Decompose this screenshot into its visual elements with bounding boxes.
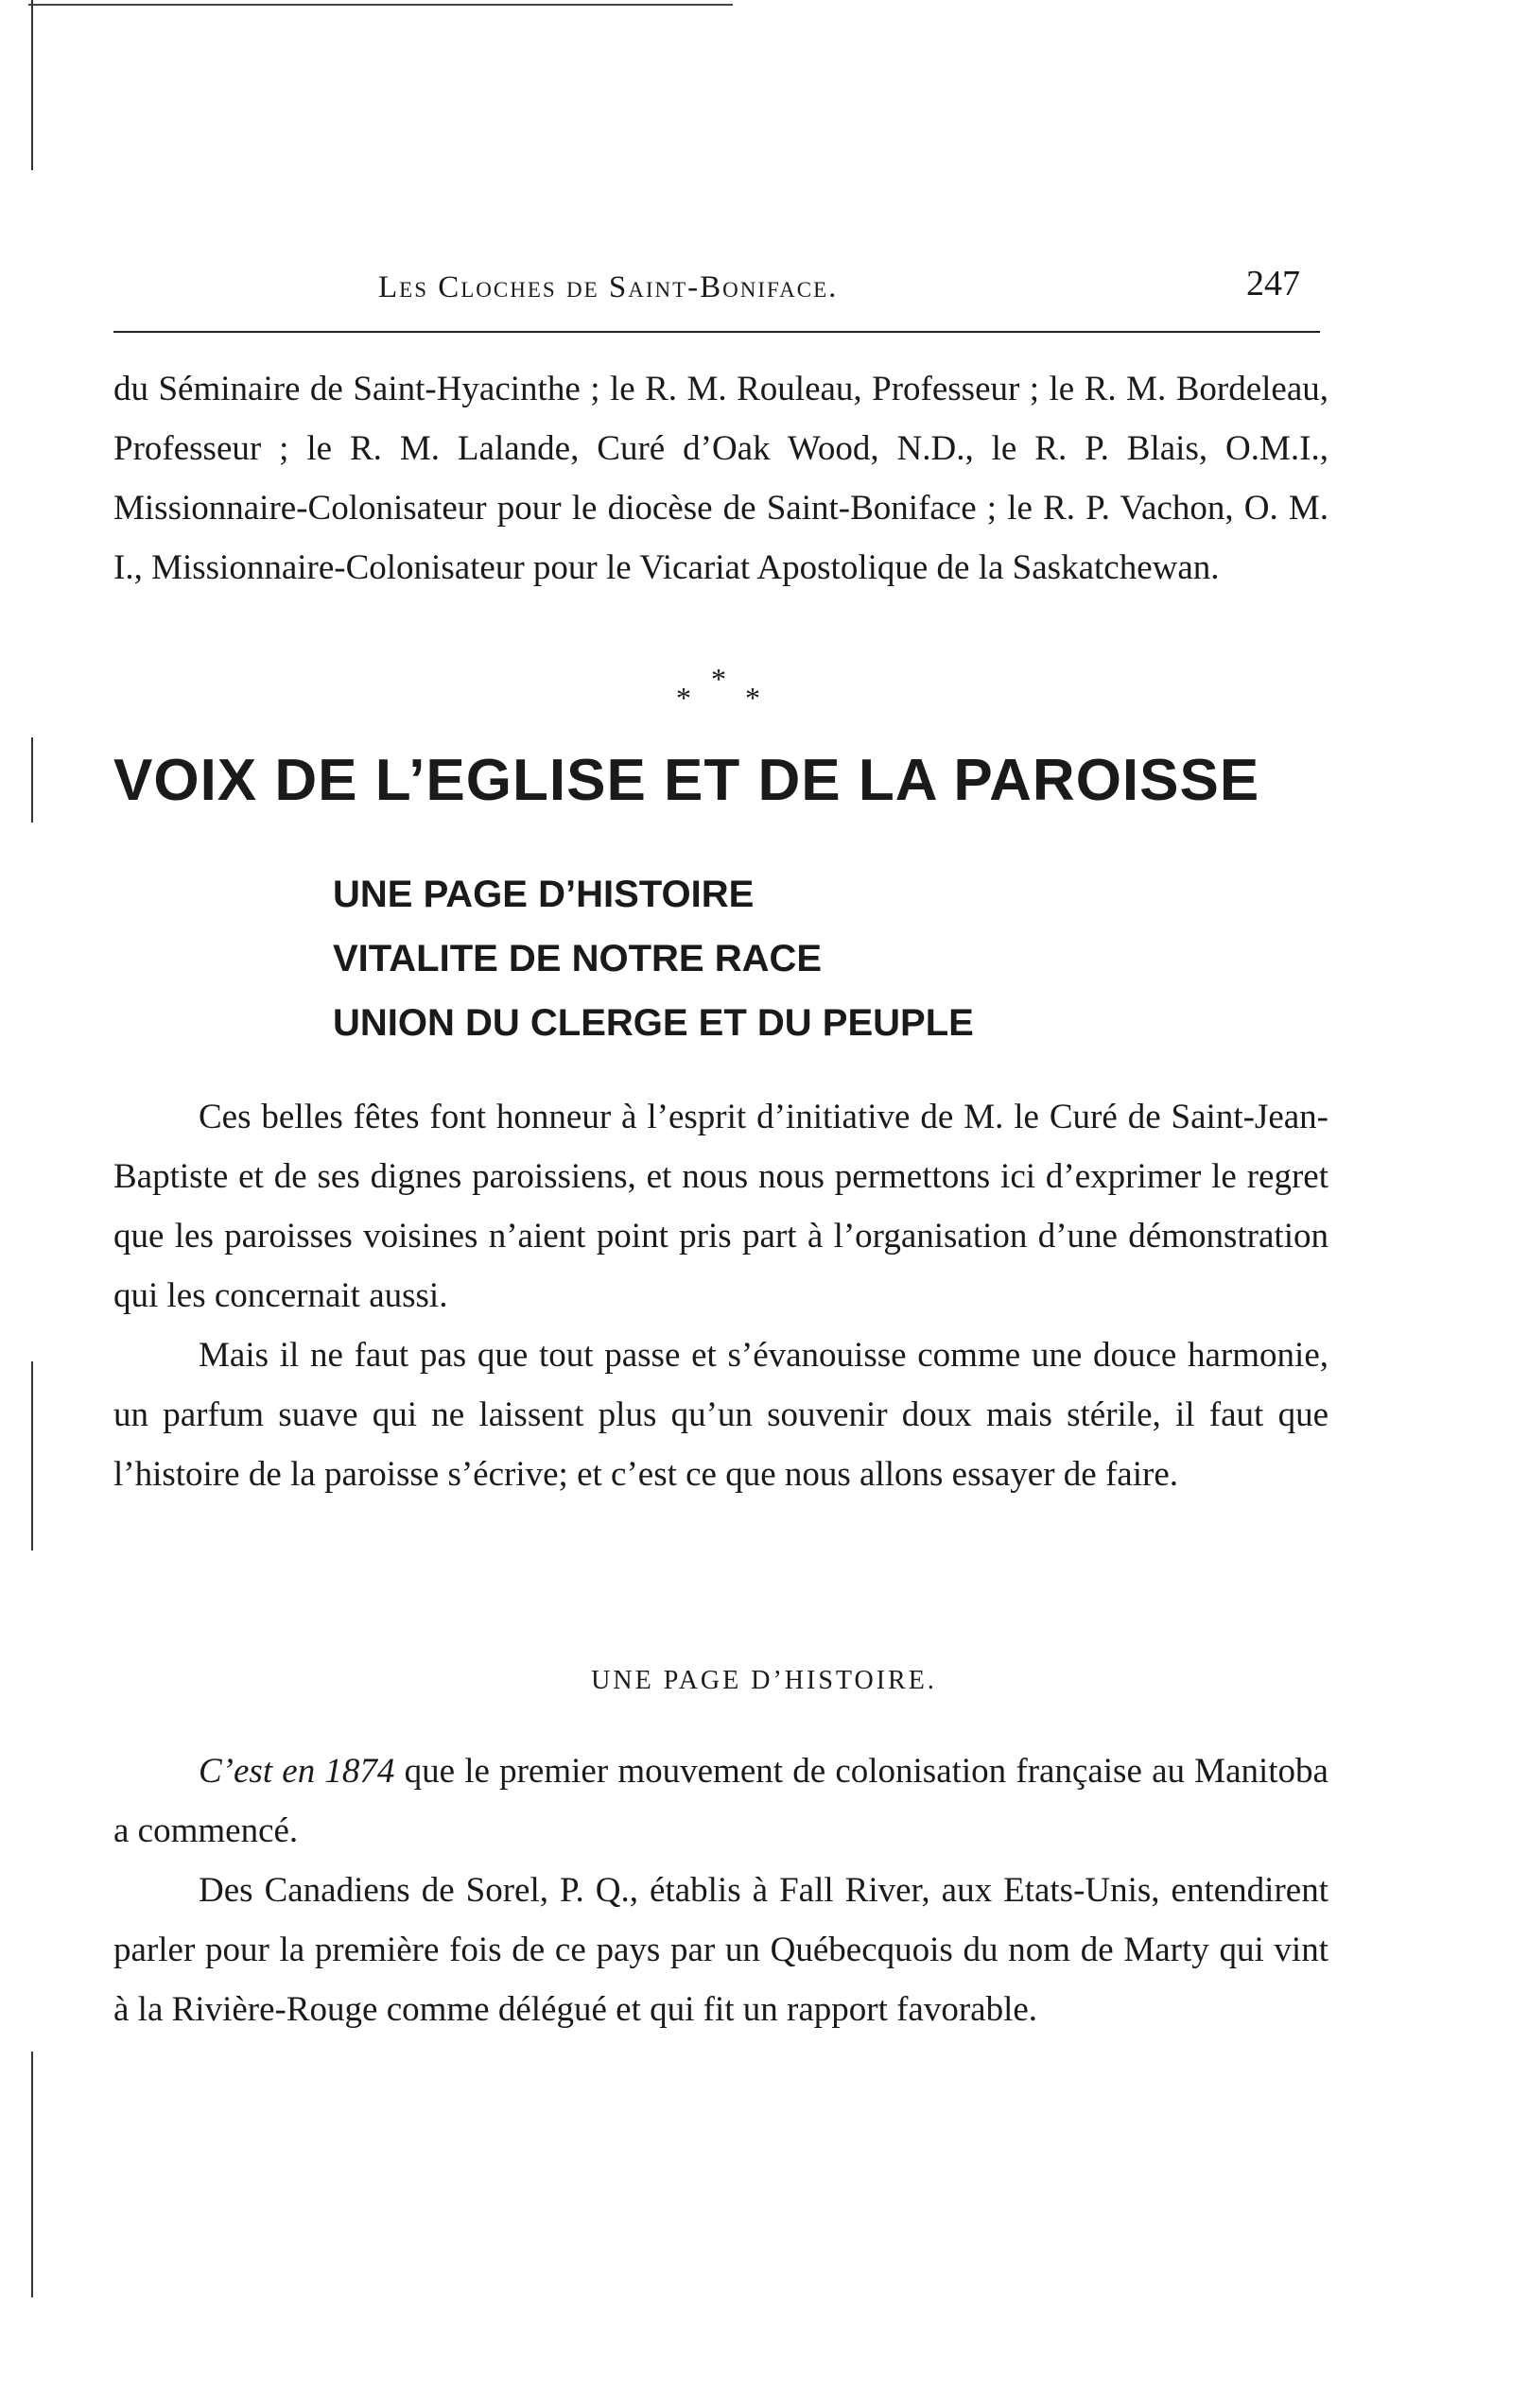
history-text-block: [113, 1741, 1328, 2039]
asterism-divider: [662, 662, 775, 719]
scan-margin-mark: [31, 0, 33, 170]
history-paragraph-text: que le premier mouvement de colonisation française au Manitoba a commencé.: [113, 1752, 1328, 1850]
asterism-star: *: [676, 681, 691, 715]
body-text-block: [113, 1087, 1328, 1504]
continued-paragraph: du Séminaire de Saint-Hyacinthe ; le R. M. Rouleau, Professeur ; le R. M. Bordeleau, Professeur ; le R. M. Lalande, Curé d’Oak Wood, N.D., le R. P. Blais, O.M.I., Missionnaire-Colonisateur pour le diocèse de Saint-Boniface ; le R. P. Vachon, O. M. I., Missionnaire-Colonisateur pour le Vicariat Apostolique de la Saskatchewan.: [113, 370, 1328, 587]
subheading: VITALITE DE NOTRE RACE: [333, 938, 823, 979]
subheading-list: [333, 862, 974, 1055]
history-paragraph: [113, 1741, 1328, 1861]
subheading: UNE PAGE D’HISTOIRE: [333, 874, 755, 915]
body-paragraph: Mais il ne faut pas que tout passe et s’évanouisse comme une douce harmonie, un parfum suave qui ne laissent plus qu’un souvenir doux mais stérile, il faut que l’histoire de la paroisse s’écrive; et c’est ce que nous allons essayer de faire.: [113, 1336, 1328, 1494]
page-number: 247: [1246, 264, 1300, 303]
running-header-title: Les Cloches de Saint-Boniface.: [378, 270, 839, 304]
history-italic-lead: C’est en 1874: [199, 1752, 395, 1791]
subheading: UNION DU CLERGE ET DU PEUPLE: [333, 1002, 974, 1044]
section-heading: UNE PAGE D’HISTOIRE.: [591, 1666, 937, 1695]
scan-margin-mark: [31, 2052, 33, 2297]
header-rule: [113, 331, 1320, 333]
history-paragraph: Des Canadiens de Sorel, P. Q., établis à Fall River, aux Etats-Unis, entendirent parler pour la première fois de ce pays par un Québecquois du nom de Marty qui vint à la Rivière-Rouge comme délégué et qui fit un rapport favorable.: [113, 1871, 1328, 2029]
scan-margin-mark: [31, 1361, 33, 1550]
asterism-star: *: [745, 681, 760, 715]
scan-margin-mark: [31, 737, 33, 823]
body-paragraph: Ces belles fêtes font honneur à l’esprit d’initiative de M. le Curé de Saint-Jean-Baptiste et de ses dignes paroissiens, et nous nous permettons ici d’exprimer le regret que les paroisses voisines n’aient point pris part à l’organisation d’une démonstration qui les concernait aussi.: [113, 1098, 1328, 1315]
continued-paragraph-block: [113, 359, 1328, 598]
scan-top-rule: [28, 4, 733, 6]
asterism-star: *: [711, 662, 726, 696]
section-title: VOIX DE L’EGLISE ET DE LA PAROISSE: [113, 748, 1260, 813]
